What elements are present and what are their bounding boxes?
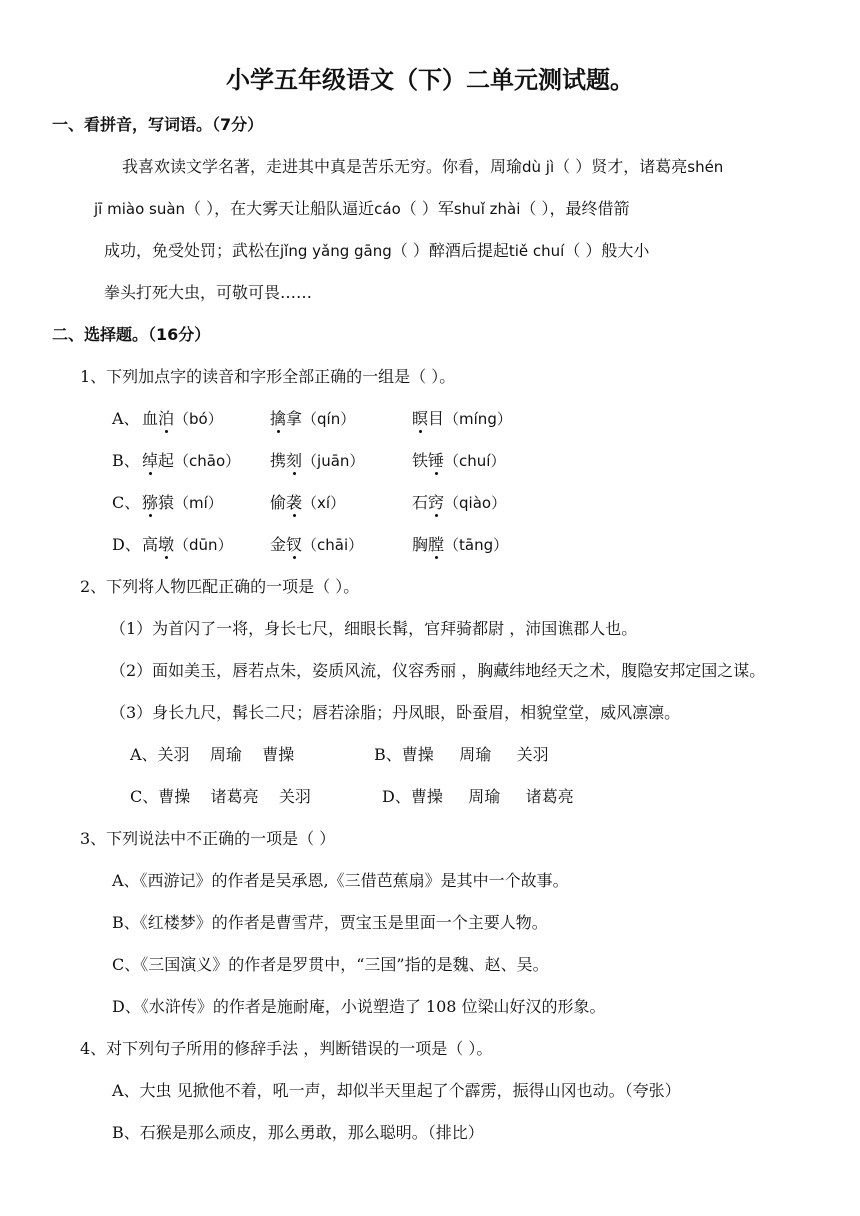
section1-line-1 (122, 154, 723, 177)
q3-option-a: A、《西游记》的作者是吴承恩,《三借芭蕉扇》是其中一个故事。 (112, 871, 569, 890)
q1-option-d (112, 532, 508, 555)
section-heading-2: 二、选择题。（16分） (52, 325, 211, 344)
text: （ ）醉酒后提起 (391, 241, 509, 260)
text-span: 目 (428, 409, 445, 428)
option-item (142, 490, 270, 513)
text-span: （míng） (444, 410, 512, 428)
text-span: （mí） (174, 494, 223, 512)
text-span: （tāng） (444, 536, 509, 554)
text-span: （juān） (302, 452, 365, 470)
q3-stem: 3、下列说法中不正确的一项是（ ） (80, 829, 336, 848)
pinyin: shuǐ zhài (453, 200, 521, 218)
q1-option-b (112, 448, 505, 471)
text-span: （chāi） (302, 536, 364, 554)
q2-option-b: B、曹操 周瑜 关羽 (374, 745, 549, 764)
q2-option-a: A、关羽 周瑜 曹操 (130, 745, 295, 764)
option-item (412, 448, 505, 471)
q2-sentence-2: （2）面如美玉，唇若点朱，姿质风流，仪容秀丽 ，胸藏纬地经天之术，腹隐安邦定国之谋。 (110, 661, 766, 680)
option-label: D、 (112, 535, 141, 554)
q2-sentence-1: （1）为首闪了一将，身长七尺，细眼长髯，官拜骑都尉 ，沛国谯郡人也。 (110, 619, 638, 638)
text-span: 拿 (286, 409, 303, 428)
q2-sentence-3: （3）身长九尺，髯长二尺；唇若涂脂；丹凤眼，卧蚕眉，相貌堂堂，威风凛凛。 (110, 703, 681, 722)
section1-line-3 (104, 238, 649, 261)
text-span: 猿 (158, 493, 175, 512)
dotted-char: 袭 (286, 493, 303, 512)
text-span: （bó） (174, 410, 223, 428)
q4-stem: 4、对下列句子所用的修辞手法 ，判断错误的一项是（ ）。 (80, 1039, 493, 1058)
text: （ ）军 (400, 199, 454, 218)
text: （ ），在大雾天让船队逼近 (185, 199, 375, 218)
pinyin: tiě chuí (508, 242, 565, 260)
option-item (142, 406, 270, 429)
text-span: （xí） (302, 494, 346, 512)
text-span: （qiào） (444, 494, 507, 512)
text: 我喜欢读文学名著，走进其中真是苦乐无穷。你看，周瑜 (122, 157, 523, 176)
option-item (270, 448, 412, 471)
pinyin: jī miào suàn (94, 200, 186, 218)
option-item (412, 490, 506, 513)
text: （ ）般大小 (564, 241, 650, 260)
q3-option-c: C、《三国演义》的作者是罗贯中，“三国”指的是魏、赵、吴。 (112, 955, 549, 974)
option-item (142, 448, 270, 471)
dotted-char: 墩 (158, 535, 175, 554)
dotted-char: 钗 (286, 535, 303, 554)
dotted-char: 膛 (428, 535, 445, 554)
option-item (412, 532, 508, 555)
text-span: （chāo） (174, 452, 241, 470)
text-span: （chuí） (444, 452, 506, 470)
pinyin: dù jì (522, 158, 555, 176)
option-item (270, 490, 412, 513)
text: （ ）贤才，诸葛亮 (554, 157, 688, 176)
option-item (412, 406, 512, 429)
q3-option-b: B、《红楼梦》的作者是曹雪芹，贾宝玉是里面一个主要人物。 (112, 913, 548, 932)
page-title: 小学五年级语文（下）二单元测试题。 (226, 66, 634, 94)
q2-option-c: C、曹操 诸葛亮 关羽 (130, 787, 311, 806)
q2-option-d: D、曹操 周瑜 诸葛亮 (382, 787, 574, 806)
text: （ ），最终借箭 (520, 199, 630, 218)
pinyin: cáo (374, 200, 401, 218)
q4-option-b: B、石猴是那么顽皮，那么勇敢，那么聪明。（排比） (112, 1123, 484, 1142)
option-item (270, 532, 412, 555)
option-label: C、 (112, 493, 141, 512)
pinyin: shén (687, 158, 724, 176)
text-span: （qín） (302, 410, 356, 428)
q3-option-d: D、《水浒传》的作者是施耐庵，小说塑造了 108 位梁山好汉的形象。 (112, 997, 606, 1016)
dotted-char: 绰 (142, 451, 159, 470)
text-span: 铁 (412, 451, 429, 470)
dotted-char: 瞑 (412, 409, 429, 428)
dotted-char: 刻 (286, 451, 303, 470)
dotted-char: 锤 (428, 451, 445, 470)
option-item (142, 532, 270, 555)
q2-stem: 2、下列将人物匹配正确的一项是（ ）。 (80, 577, 360, 596)
section1-line-4: 拳头打死大虫，可敬可畏…… (104, 283, 313, 302)
dotted-char: 泊 (158, 409, 175, 428)
q1-option-c (112, 490, 506, 513)
text-span: 血 (142, 409, 159, 428)
q4-option-a: A、大虫 见掀他不着，吼一声，却似半天里起了个霹雳，振得山冈也动。（夸张） (112, 1081, 681, 1100)
text-span: 高 (142, 535, 159, 554)
text-span: 金 (270, 535, 287, 554)
dotted-char: 猕 (142, 493, 159, 512)
option-item (270, 406, 412, 429)
text-span: 起 (158, 451, 175, 470)
dotted-char: 擒 (270, 409, 287, 428)
pinyin: jǐng yǎng gāng (280, 242, 392, 260)
option-label: A、 (112, 409, 140, 428)
option-label: B、 (112, 451, 140, 470)
text-span: 携 (270, 451, 287, 470)
text-span: 偷 (270, 493, 287, 512)
text: 成功，免受处罚；武松在 (104, 241, 281, 260)
text-span: 石 (412, 493, 429, 512)
section1-line-2 (94, 196, 629, 219)
q1-option-a (112, 406, 512, 429)
q1-stem: 1、下列加点字的读音和字形全部正确的一组是（ ）。 (80, 367, 456, 386)
text-span: （dūn） (174, 536, 233, 554)
dotted-char: 窍 (428, 493, 445, 512)
text-span: 胸 (412, 535, 429, 554)
section-heading-1: 一、看拼音，写词语。（7分） (52, 115, 264, 134)
